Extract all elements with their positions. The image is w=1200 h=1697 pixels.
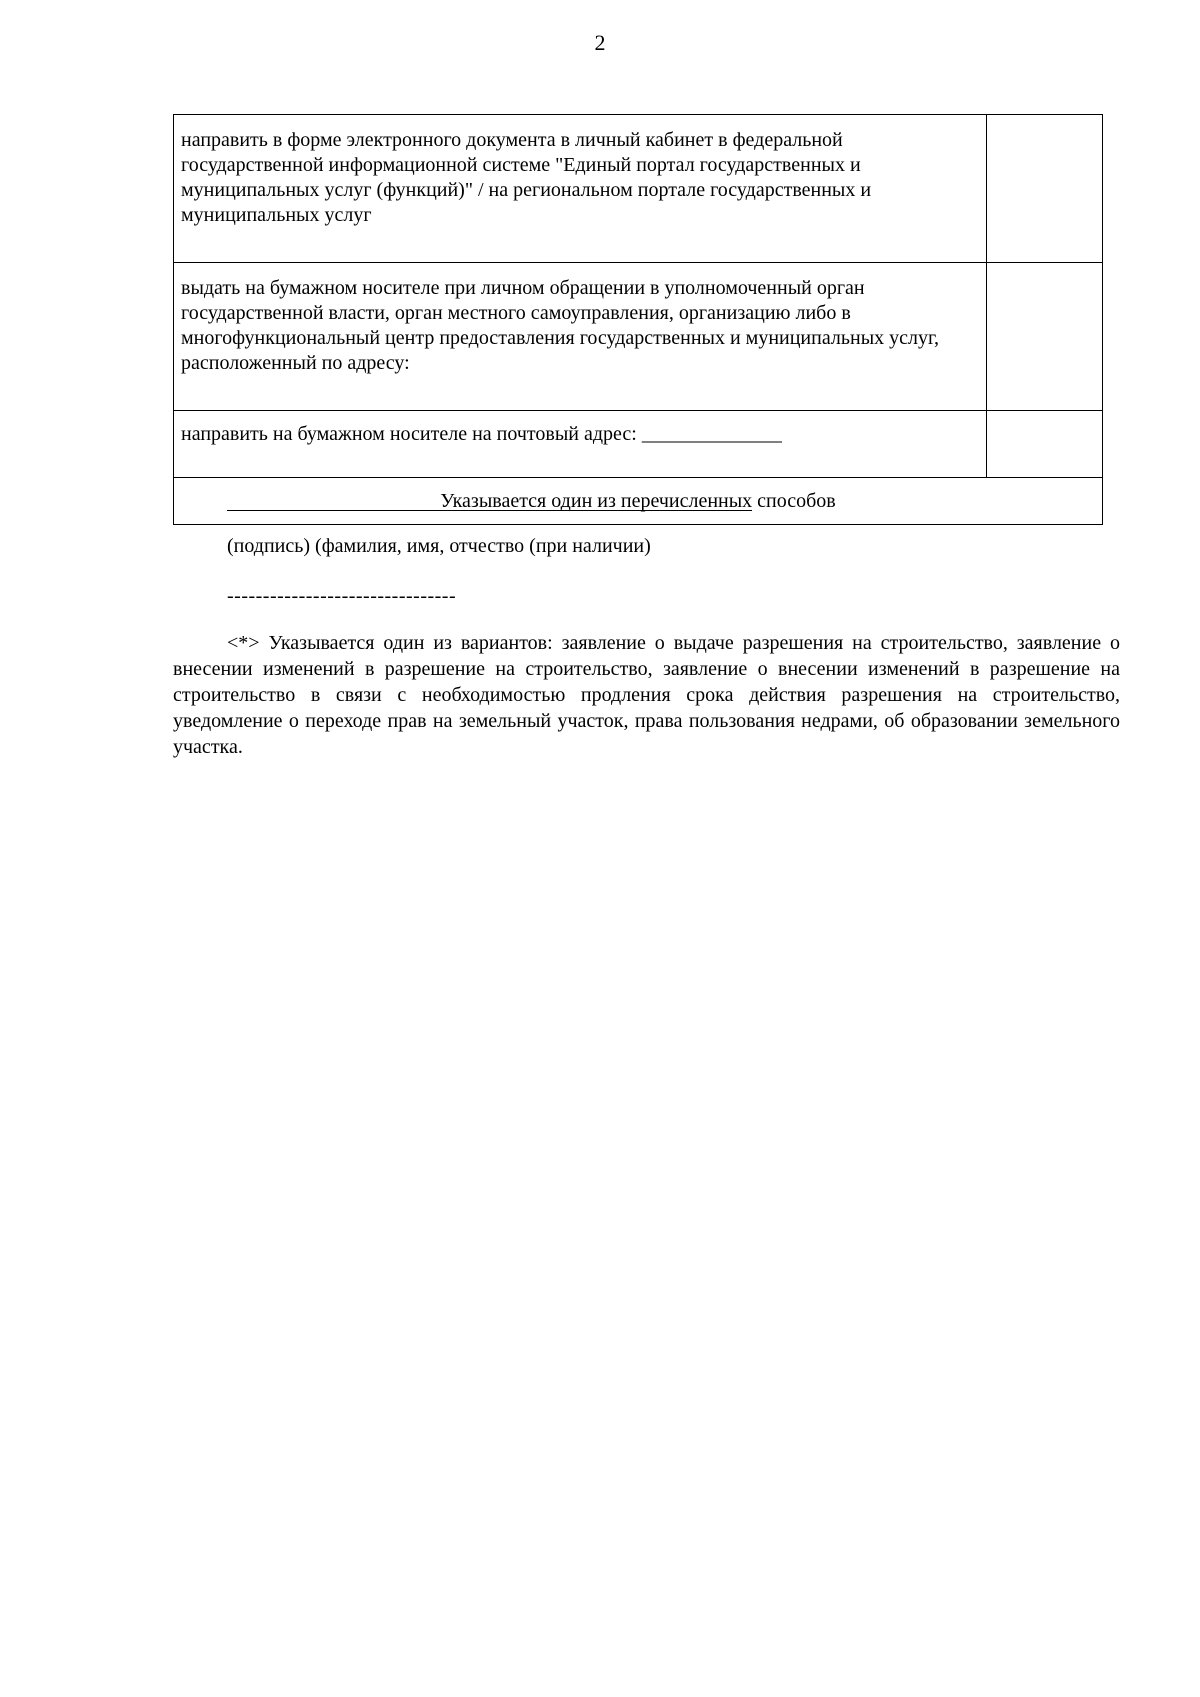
option-electronic-text: направить в форме электронного документа в личный кабинет в федеральной государственной информационной системе "Единый портал государственных и муниципальных услуг (функций)" / на региональном портале государственных и муниципальных услуг bbox=[174, 115, 987, 263]
table-row bbox=[174, 411, 1103, 478]
option-in-person-text: выдать на бумажном носителе при личном обращении в уполномоченный орган государственной власти, орган местного самоуправления, организацию либо в многофункциональный центр предоставления государственных и муниципальных услуг, расположенный по адресу: bbox=[174, 263, 987, 411]
signature-line[interactable] bbox=[227, 510, 752, 511]
delivery-method-table bbox=[173, 114, 1103, 525]
option-postal-checkbox[interactable] bbox=[987, 411, 1103, 478]
footnote-separator: -------------------------------- bbox=[227, 585, 457, 607]
option-postal-text: направить на бумажном носителе на почтовый адрес: ______________ bbox=[174, 411, 987, 478]
table-note-row bbox=[174, 478, 1103, 525]
table-row bbox=[174, 263, 1103, 411]
table-note: Указывается один из перечисленных способов bbox=[174, 478, 1103, 525]
signature-caption: (подпись) (фамилия, имя, отчество (при наличии) bbox=[227, 535, 651, 557]
option-in-person-checkbox[interactable] bbox=[987, 263, 1103, 411]
footnote: <*> Указывается один из вариантов: заявление о выдаче разрешения на строительство, заявление о внесении изменений в разрешение на строительство, заявление о внесении изменений в разрешение на строительство в связи с необходимостью продления срока действия разрешения на строительство, уведомление о переходе прав на земельный участок, права пользования недрами, об образовании земельного участка. bbox=[173, 632, 1120, 758]
page-number: 2 bbox=[594, 30, 606, 55]
table-row bbox=[174, 115, 1103, 263]
option-electronic-checkbox[interactable] bbox=[987, 115, 1103, 263]
